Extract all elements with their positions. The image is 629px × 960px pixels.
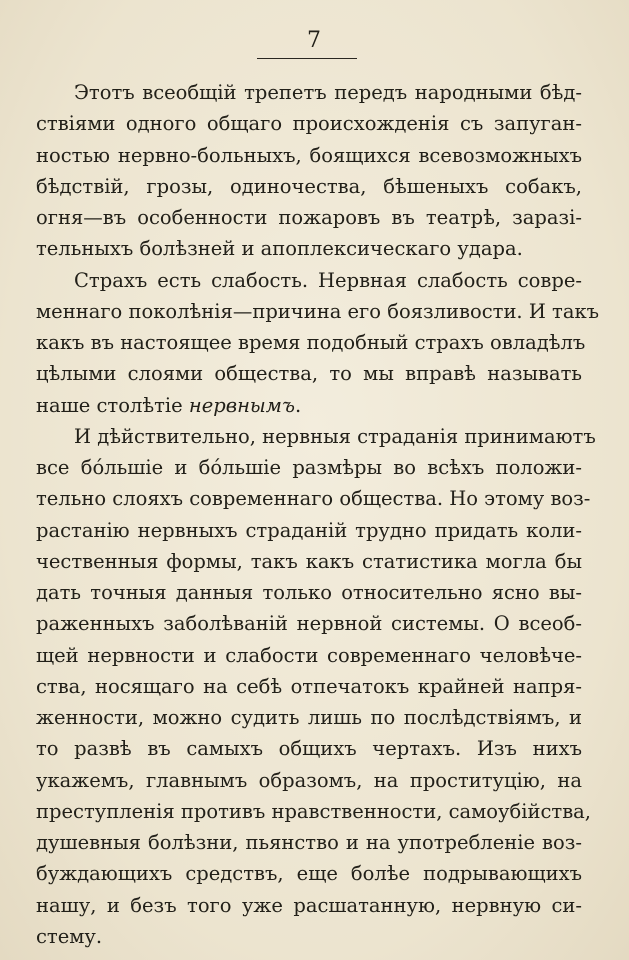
text-line: тельно слояхъ современнаго общества. Но этому воз- bbox=[36, 487, 591, 511]
text-line: преступленія противъ нравственности, самоубійства, bbox=[36, 799, 592, 823]
text-line: растанію нервныхъ страданій трудно придать коли- bbox=[36, 518, 582, 542]
text-segment: . bbox=[294, 393, 302, 417]
text-line: женности, можно судить лишь по послѣдствіямъ, и bbox=[36, 706, 582, 729]
paragraph-1 bbox=[36, 77, 582, 265]
header-rule bbox=[257, 58, 357, 59]
text-line: нашу, и безъ того уже расшатанную, нервную си- bbox=[36, 893, 582, 917]
text-line: укажемъ, главнымъ образомъ, на проституцію, на bbox=[36, 768, 582, 792]
text-line: щей нервности и слабости современнаго человѣче- bbox=[36, 643, 582, 667]
text-line: Страхъ есть слабость. Нервная слабость совре- bbox=[74, 268, 582, 292]
text-line: И дѣйствительно, нервныя страданія принимаютъ bbox=[74, 424, 596, 448]
text-line: Этотъ всеобщій трепетъ передъ народными бѣд- bbox=[74, 81, 582, 104]
text-line: ствіями одного общаго происхожденія съ запуган- bbox=[36, 112, 582, 136]
text-line: цѣлыми слоями общества, то мы вправѣ называть bbox=[36, 362, 582, 386]
text-line: буждающихъ средствъ, еще болѣе подрывающихъ bbox=[36, 862, 582, 886]
text-line: меннаго поколѣнія—причина его боязливости. И такъ bbox=[36, 299, 600, 323]
text-line-with-emphasis bbox=[36, 390, 582, 421]
body-text bbox=[36, 77, 600, 952]
text-line: все бóльшіе и бóльшіе размѣры во всѣхъ положи- bbox=[36, 456, 582, 479]
paragraph-2 bbox=[36, 265, 600, 421]
text-segment: наше столѣтіе bbox=[36, 393, 189, 417]
text-line: то развѣ въ самыхъ общихъ чертахъ. Изъ нихъ bbox=[36, 737, 582, 761]
text-line: чественныя формы, такъ какъ статистика могла бы bbox=[36, 549, 582, 573]
text-line: дать точныя данныя только относительно ясно вы- bbox=[36, 581, 582, 604]
text-line: бѣдствій, грозы, одиночества, бѣшеныхъ собакъ, bbox=[36, 174, 582, 198]
text-line: какъ въ настоящее время подобный страхъ овладѣлъ bbox=[36, 331, 586, 354]
text-line: тельныхъ болѣзней и апоплексическаго удара. bbox=[36, 237, 523, 261]
text-line: ства, носящаго на себѣ отпечатокъ крайней напря- bbox=[36, 674, 582, 698]
text-line: стему. bbox=[36, 924, 103, 948]
emphasized-word: нервнымъ bbox=[188, 393, 295, 417]
page-number: 7 bbox=[307, 28, 322, 53]
text-line: раженныхъ заболѣваній нервной системы. О всеоб- bbox=[36, 612, 582, 636]
text-line: душевныя болѣзни, пьянство и на употребленіе воз- bbox=[36, 831, 582, 854]
text-line: огня—въ особенности пожаровъ въ театрѣ, заразі- bbox=[36, 206, 582, 229]
paragraph-3 bbox=[36, 421, 596, 952]
text-line: ностью нервно-больныхъ, боящихся всевозможныхъ bbox=[36, 143, 582, 167]
